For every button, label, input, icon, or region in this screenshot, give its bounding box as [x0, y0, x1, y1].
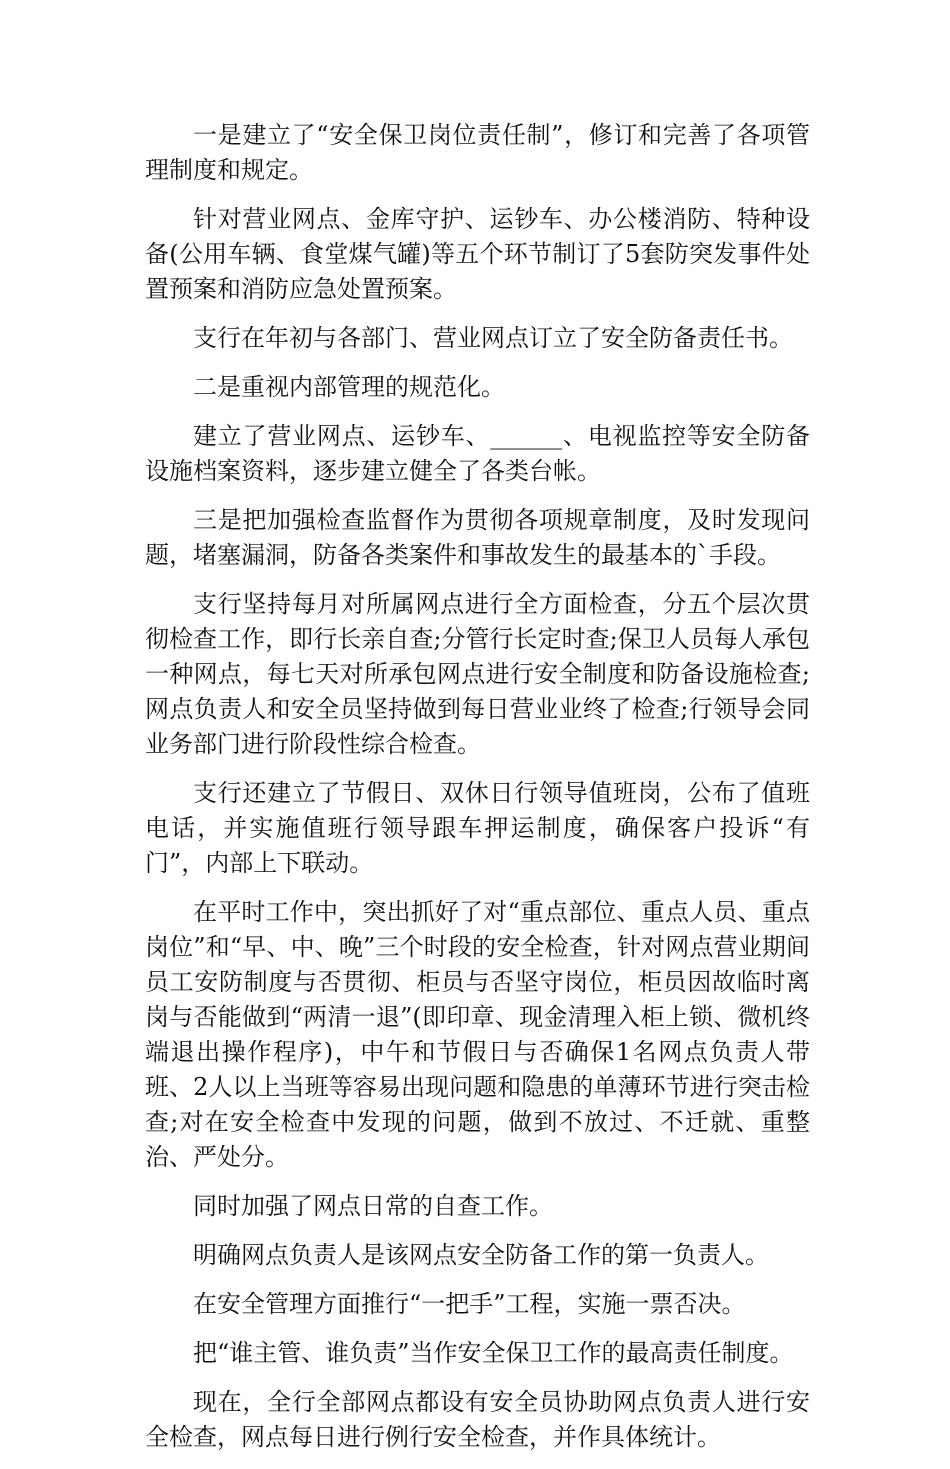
paragraph: 支行还建立了节假日、双休日行领导值班岗，公布了值班电话，并实施值班行领导跟车押运制度，确保客户投诉“有门”，内部上下联动。: [145, 779, 810, 877]
paragraph: 支行在年初与各部门、营业网点订立了安全防备责任书。: [193, 324, 793, 352]
document-body: [145, 118, 810, 1469]
paragraph: 把“谁主管、谁负责”当作安全保卫工作的最高责任制度。: [193, 1339, 794, 1367]
paragraph: 一是建立了“安全保卫岗位责任制”，修订和完善了各项管理制度和规定。: [145, 121, 810, 184]
paragraph: 针对营业网点、金库守护、运钞车、办公楼消防、特种设备(公用车辆、食堂煤气罐)等五个环节制订了5套防突发事件处置预案和消防应急处置预案。: [145, 205, 810, 303]
paragraph: 在平时工作中，突出抓好了对“重点部位、重点人员、重点岗位”和“早、中、晚”三个时段的安全检查，针对网点营业期间员工安防制度与否贯彻、柜员与否坚守岗位，柜员因故临时离岗与否能做到“两清一退”(即印章、现金清理入柜上锁、微机终端退出操作程序)，中午和节假日与否确保1名网点负责人带班、2人以上当班等容易出现问题和隐患的单薄环节进行突击检查;对在安全检查中发现的问题，做到不放过、不迁就、重整治、严处分。: [145, 898, 810, 1171]
paragraph: 二是重视内部管理的规范化。: [193, 373, 505, 401]
paragraph: 三是把加强检查监督作为贯彻各项规章制度，及时发现问题，堵塞漏洞，防备各类案件和事故发生的最基本的`手段。: [145, 506, 810, 569]
paragraph: 在安全管理方面推行“一把手”工程，实施一票否决。: [193, 1290, 746, 1318]
paragraph: 现在，全行全部网点都设有安全员协助网点负责人进行安全检查，网点每日进行例行安全检查，并作具体统计。: [145, 1388, 810, 1451]
paragraph: 同时加强了网点日常的自查工作。: [193, 1192, 553, 1220]
paragraph: 支行坚持每月对所属网点进行全方面检查，分五个层次贯彻检查工作，即行长亲自查;分管行长定时查;保卫人员每人承包一种网点，每七天对所承包网点进行安全制度和防备设施检查;网点负责人和安全员坚持做到每日营业业终了检查;行领导会同业务部门进行阶段性综合检查。: [145, 590, 810, 758]
paragraph: 明确网点负责人是该网点安全防备工作的第一负责人。: [193, 1241, 769, 1269]
paragraph: 建立了营业网点、运钞车、______、电视监控等安全防备设施档案资料，逐步建立健全了各类台帐。: [145, 422, 810, 485]
